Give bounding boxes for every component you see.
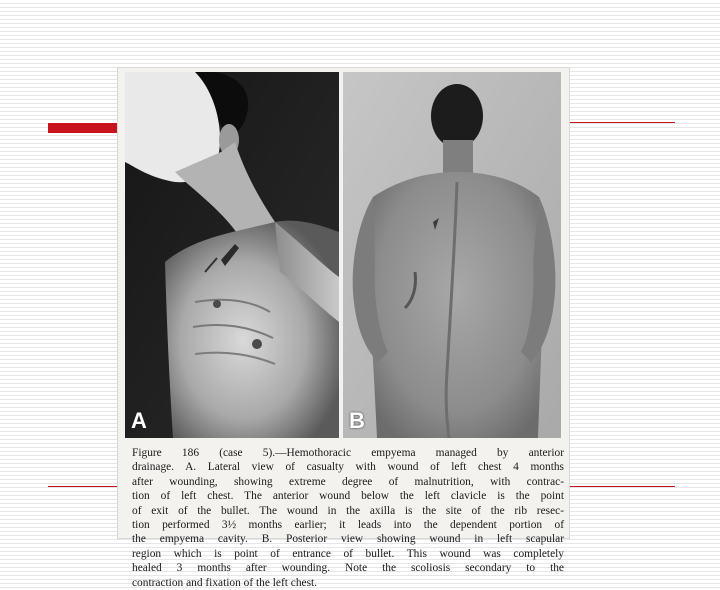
photo-b-illustration [343, 72, 561, 438]
accent-line-bottom-left [48, 486, 118, 487]
caption-line: the empyema cavity. B. Posterior view showing wound in left scapular [132, 533, 564, 546]
caption-line: drainage. A. Lateral view of casualty with wound of left chest 4 months [132, 461, 564, 474]
figure-caption [132, 446, 564, 590]
caption-line: tion performed 3½ months earlier; it leads into the dependent portion of [132, 519, 564, 532]
caption-line: contraction and fixation of the left chest. [132, 576, 318, 589]
caption-line: Figure 186 (case 5).—Hemothoracic empyema managed by anterior [132, 447, 564, 459]
figure-scan [118, 68, 569, 589]
panel-b-label: B [349, 408, 365, 433]
photo-panel-b [343, 72, 561, 438]
caption-line: of exit of the bullet. The wound in the axilla is the site of the rib resec- [132, 504, 564, 517]
caption-line: after wounding, showing extreme degree of malnutrition, with contrac- [132, 475, 564, 488]
photo-panel-a [125, 72, 339, 438]
photo-a-illustration [125, 72, 339, 438]
caption-line: healed 3 months after wounding. Note the scoliosis secondary to the [132, 562, 564, 575]
accent-bar-left [48, 123, 126, 133]
accent-line-bottom-right [569, 486, 675, 487]
caption-line: region which is point of entrance of bullet. This wound was completely [132, 547, 564, 560]
panel-a-label: A [131, 408, 147, 433]
caption-line: tion of left chest. The anterior wound below the left clavicle is the point [132, 490, 564, 503]
accent-line-top-right [569, 122, 675, 123]
